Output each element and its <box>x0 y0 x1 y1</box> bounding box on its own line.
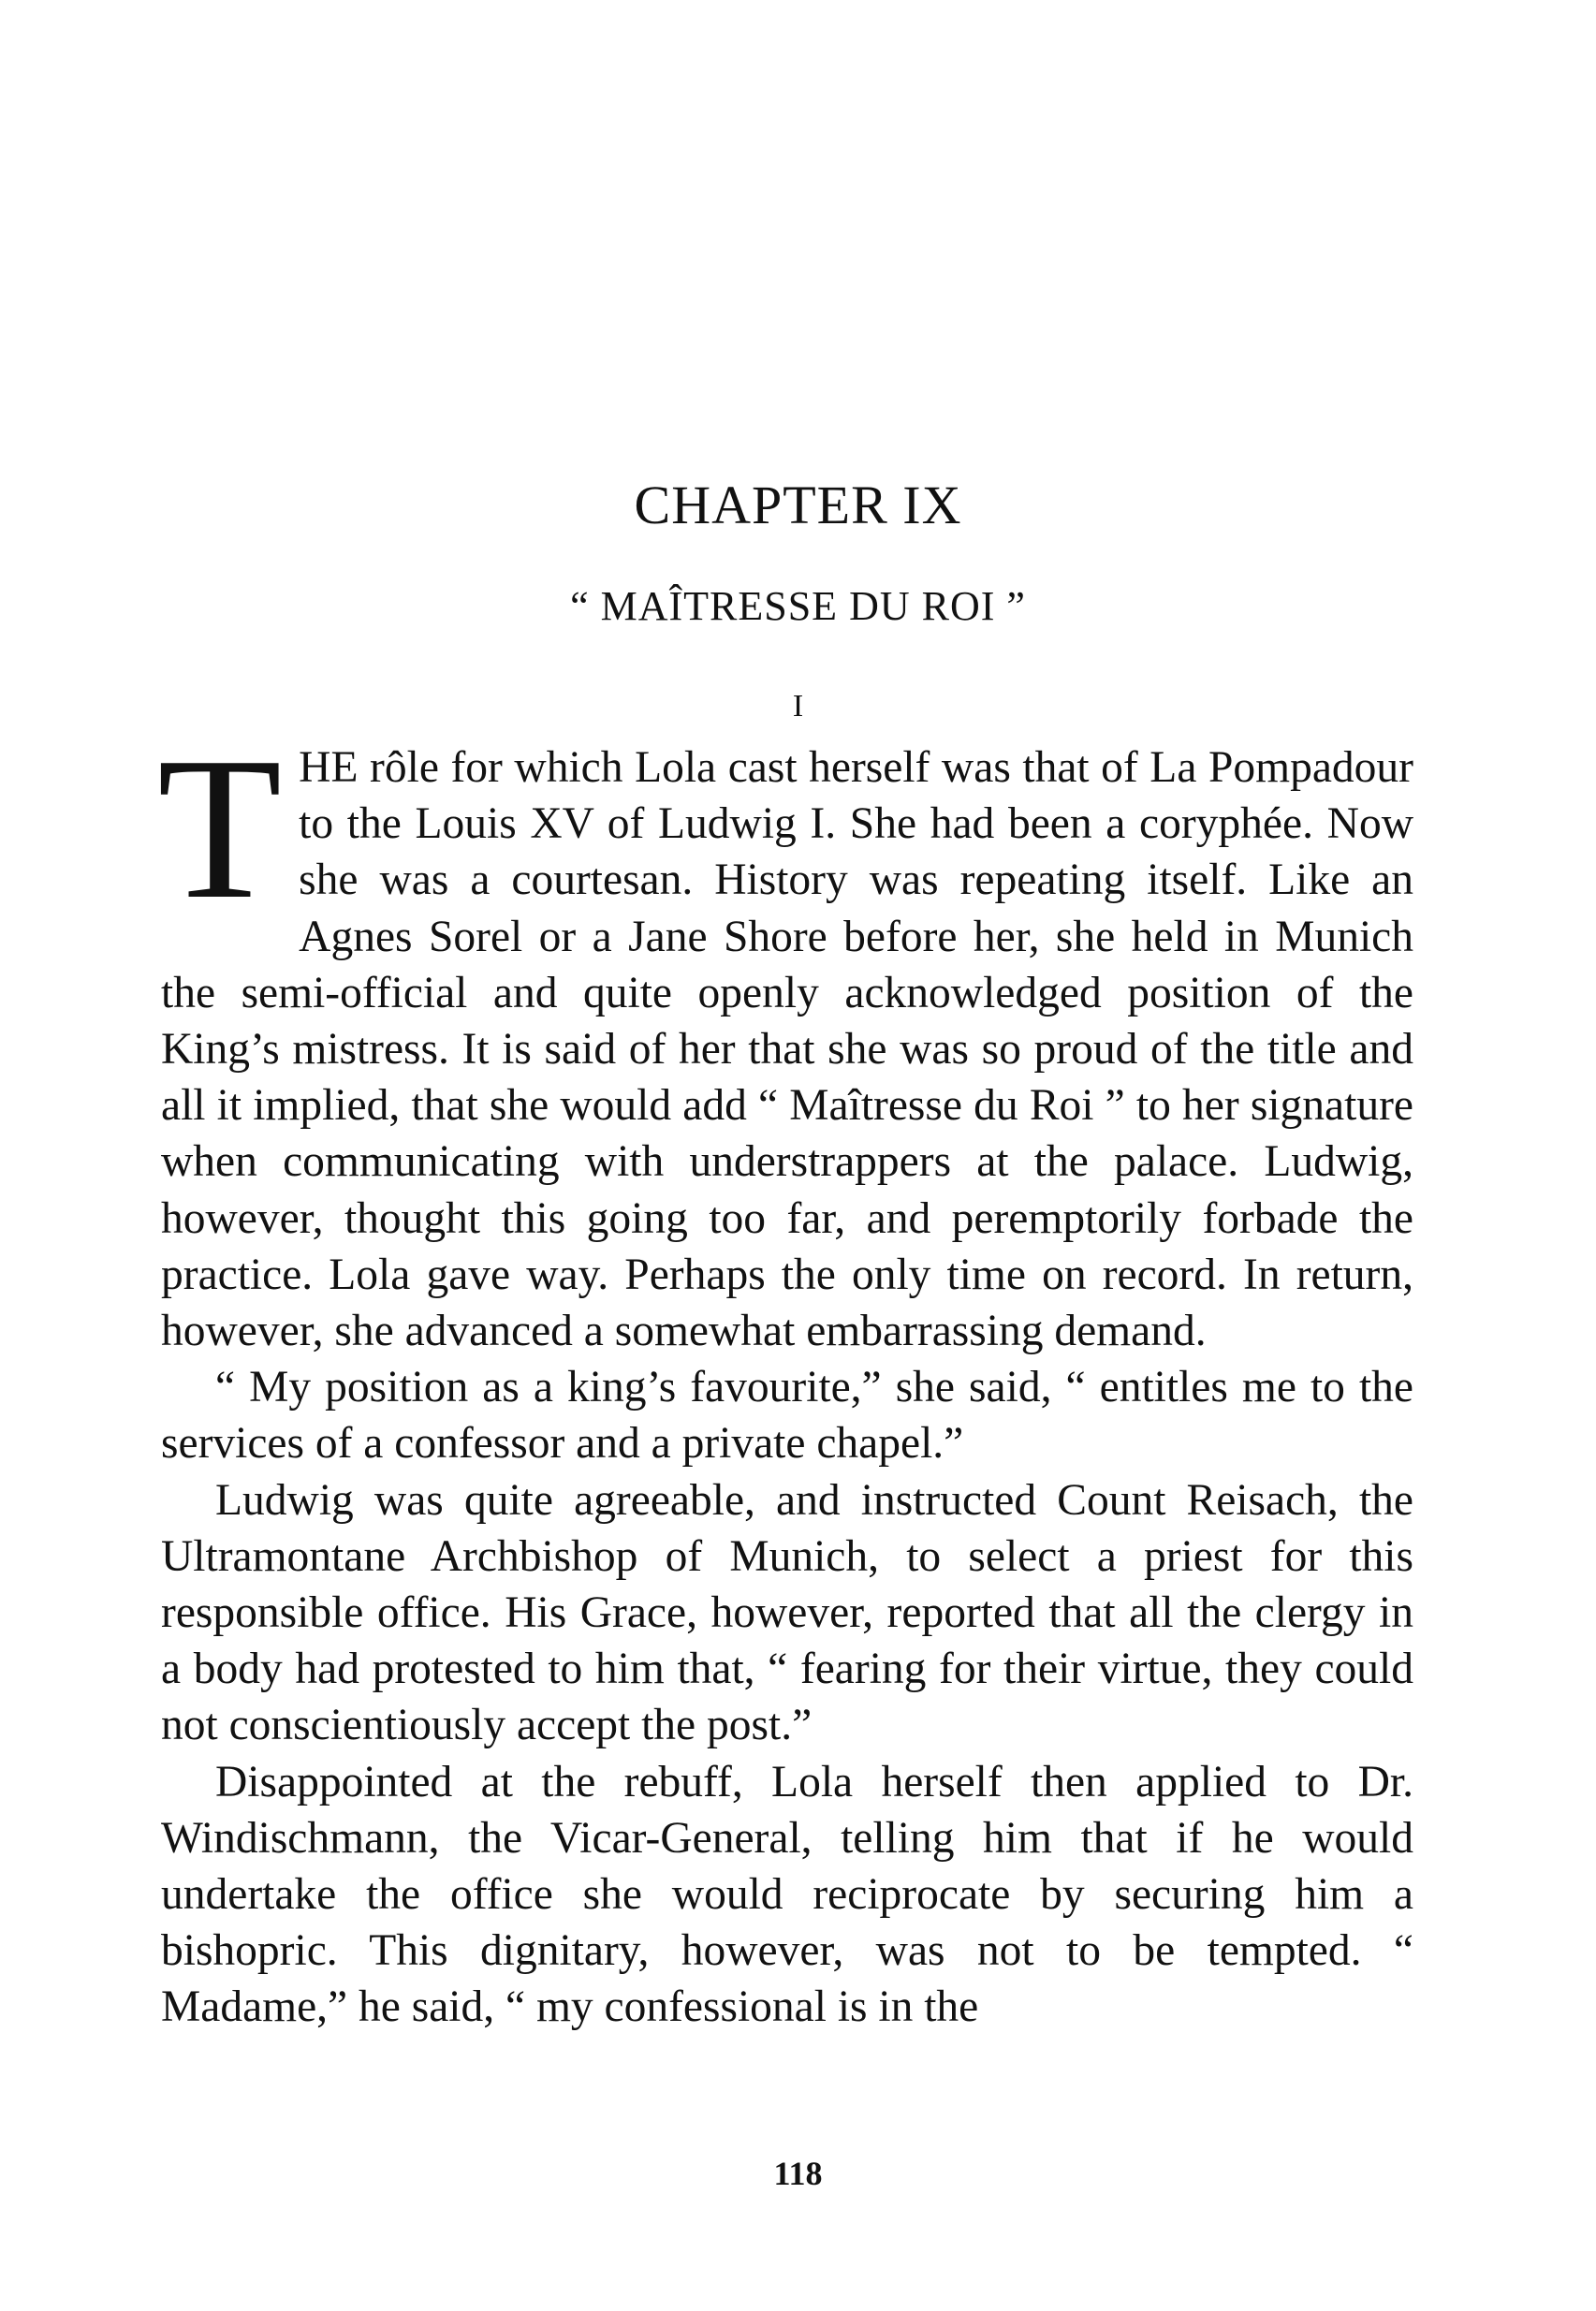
body-text <box>157 716 1413 2036</box>
chapter-subtitle: “ MAÎTRESSE DU ROI ” <box>570 583 1026 629</box>
chapter-title: CHAPTER IX <box>634 475 962 535</box>
drop-cap: T <box>157 716 283 942</box>
page-number: 118 <box>773 2155 823 2192</box>
section-number: I <box>792 689 804 724</box>
paragraph-3: Ludwig was quite agreeable, and instructed Count Reisach, the Ultramontane Archbishop of Munich, to select a priest for this responsible office. His Grace, however, reported that all the clergy in a body had protested to him that, “ fearing for their virtue, they could not conscientiously accept the post.” <box>161 1475 1413 1750</box>
paragraph-4: Disappointed at the rebuff, Lola herself then applied to Dr. Windischmann, the Vicar-General, telling him that if he would undertake the office she would reciprocate by securing him a bishopric. This dignitary, however, was not to be tempted. “ Madame,” he said, “ my confessional is in the <box>161 1757 1413 2032</box>
paragraph-1-text: HE rôle for which Lola cast herself was that of La Pompadour to the Louis XV of Ludwig I. She had been a coryphée. Now she was a courtesan. History was repeating itself. Like an Agnes Sorel or a Jane Shore before her, she held in Munich the semi-official and quite openly acknowledged position of the King’s mistress. It is said of her that she was so proud of the title and all it implied, that she would add “ Maîtresse du Roi ” to her signature when communicating with understrappers at the palace. Ludwig, however, thought this going too far, and peremptorily forbade the practice. Lola gave way. Perhaps the only time on record. In return, however, she advanced a somewhat embarrassing demand. <box>161 743 1413 1356</box>
paragraph-2: “ My position as a king’s favourite,” she said, “ entitles me to the services of a confessor and a private chapel.” <box>161 1363 1413 1469</box>
paragraph-1 <box>157 716 1413 1359</box>
